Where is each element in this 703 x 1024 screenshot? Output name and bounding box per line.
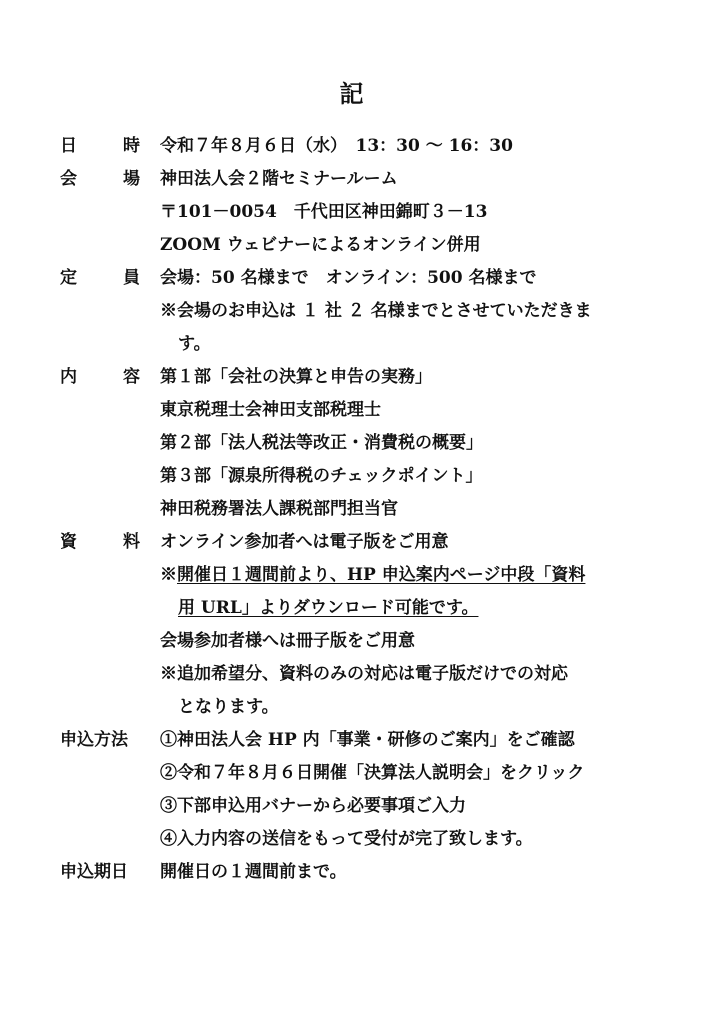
contents-part2: 第２部「法人税法等改正・消費税の概要」 bbox=[160, 433, 483, 453]
label-contents: 内 容 bbox=[60, 367, 140, 387]
contents-part1-speaker: 東京税理士会神田支部税理士 bbox=[160, 400, 381, 420]
materials-venue: 会場参加者様へは冊子版をご用意 bbox=[160, 631, 415, 651]
venue-room: 神田法人会２階セミナールーム bbox=[160, 169, 398, 189]
section-materials bbox=[60, 526, 660, 724]
section-capacity bbox=[60, 262, 660, 361]
label-datetime: 日 時 bbox=[60, 136, 140, 156]
label-venue: 会 場 bbox=[60, 169, 140, 189]
materials-extra-note: ※追加希望分、資料のみの対応は電子版だけでの対応 bbox=[160, 664, 568, 684]
label-deadline: 申込期日 bbox=[60, 862, 128, 882]
apply-step-4: ④入力内容の送信をもって受付が完了致します。 bbox=[160, 829, 533, 849]
materials-online: オンライン参加者へは電子版をご用意 bbox=[160, 532, 449, 552]
materials-download-link-cont[interactable]: 用 URL」よりダウンロード可能です。 bbox=[178, 598, 479, 618]
section-deadline bbox=[60, 856, 660, 889]
apply-step-2: ②令和７年８月６日開催「決算法人説明会」をクリック bbox=[160, 763, 585, 783]
capacity-value: 会場：50 名様まで オンライン：500 名様まで bbox=[160, 268, 537, 288]
materials-download-note: ※開催日１週間前より、HP 申込案内ページ中段「資料 bbox=[160, 565, 586, 585]
materials-extra-note-cont: となります。 bbox=[178, 697, 279, 717]
notice-body bbox=[60, 130, 660, 889]
page-title: 記 bbox=[339, 79, 364, 108]
deadline-value: 開催日の１週間前まで。 bbox=[160, 862, 347, 882]
section-datetime bbox=[60, 130, 660, 163]
section-venue bbox=[60, 163, 660, 262]
section-apply-method bbox=[60, 724, 660, 856]
label-capacity: 定 員 bbox=[60, 268, 140, 288]
label-apply-method: 申込方法 bbox=[60, 730, 128, 750]
datetime-value: 令和７年８月６日（水） 13：30 〜 16：30 bbox=[160, 136, 513, 156]
contents-part1: 第１部「会社の決算と申告の実務」 bbox=[160, 367, 432, 387]
apply-step-3: ③下部申込用バナーから必要事項ご入力 bbox=[160, 796, 466, 816]
venue-online: ZOOM ウェビナーによるオンライン併用 bbox=[160, 235, 481, 255]
label-materials: 資 料 bbox=[60, 532, 140, 552]
contents-part3: 第３部「源泉所得税のチェックポイント」 bbox=[160, 466, 483, 486]
apply-step-1: ①神田法人会 HP 内「事業・研修のご案内」をご確認 bbox=[160, 730, 575, 750]
section-contents bbox=[60, 361, 660, 526]
materials-download-link[interactable]: 開催日１週間前より、HP 申込案内ページ中段「資料 bbox=[177, 565, 586, 585]
venue-address: 〒101－0054 千代田区神田錦町３－13 bbox=[160, 202, 488, 222]
materials-download-note-cont bbox=[160, 592, 660, 625]
contents-part23-speaker: 神田税務署法人課税部門担当官 bbox=[160, 499, 398, 519]
capacity-note: ※会場のお申込は １ 社 ２ 名様までとさせていただきま bbox=[160, 301, 592, 321]
capacity-note-cont: す。 bbox=[178, 334, 211, 354]
